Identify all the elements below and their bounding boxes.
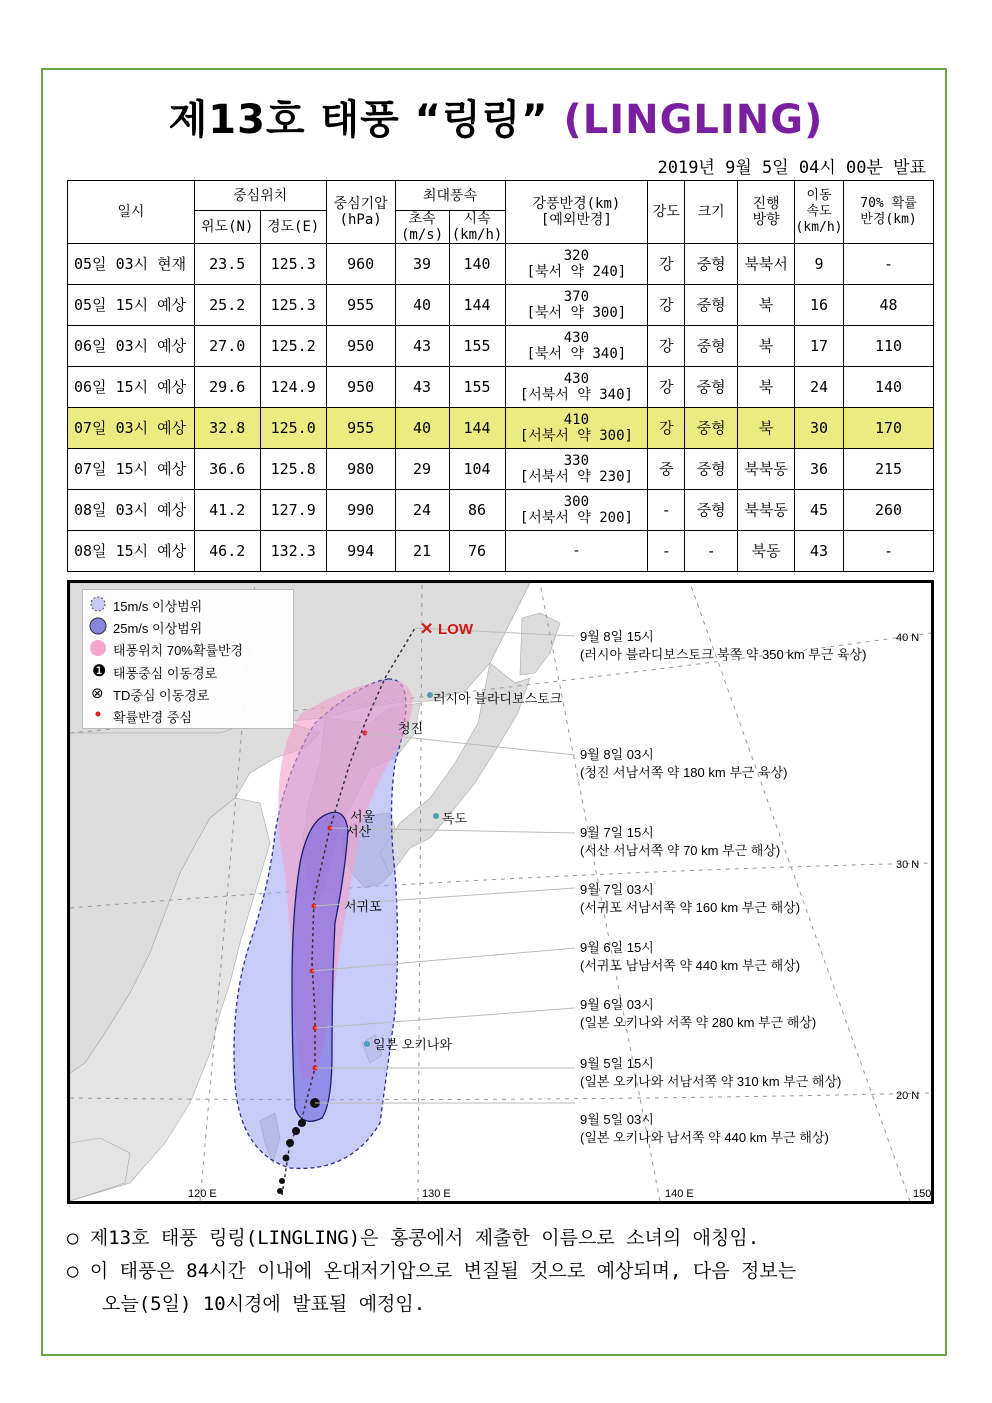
cell-time: 06일 03시 예상 (68, 326, 195, 367)
cell-wind-kmh: 144 (449, 285, 505, 326)
annotation-time: 9월 6일 03시 (580, 997, 654, 1012)
cell-direction: 북북서 (738, 244, 795, 285)
cell-speed: 30 (795, 408, 844, 449)
cell-speed: 36 (795, 449, 844, 490)
radius-value: 330 (563, 453, 590, 469)
lon-label-130: 130 E (422, 1188, 451, 1200)
cell-direction: 북 (738, 367, 795, 408)
cell-wind-kmh: 140 (449, 244, 505, 285)
cell-size: 중형 (685, 449, 738, 490)
annotation-time: 9월 8일 03시 (580, 747, 654, 762)
cell-wind-ms: 43 (395, 326, 449, 367)
radius-value: - (572, 543, 581, 559)
annotation-time: 9월 5일 15시 (580, 1056, 654, 1071)
cell-direction: 북 (738, 408, 795, 449)
cell-speed: 43 (795, 531, 844, 572)
cell-radius (505, 531, 648, 572)
title-korean: 제13호 태풍 “링링” (168, 97, 549, 143)
cell-lat: 27.0 (194, 326, 260, 367)
cell-wind-kmh: 76 (449, 531, 505, 572)
annotation-detail: (서귀포 남남서쪽 약 440 km 부근 해상) (580, 958, 801, 973)
legend-center-icon (96, 712, 101, 717)
cell-intensity: 강 (648, 244, 685, 285)
cell-lat: 29.6 (194, 367, 260, 408)
table-row (68, 326, 934, 367)
cell-wind-kmh: 144 (449, 408, 505, 449)
cell-time: 07일 15시 예상 (68, 449, 195, 490)
cell-pressure: 955 (326, 408, 395, 449)
annotation-time: 9월 8일 15시 (580, 629, 654, 644)
cell-lon: 125.8 (260, 449, 326, 490)
annotation-detail: (일본 오키나와 서쪽 약 280 km 부근 해상) (580, 1015, 817, 1030)
radius-exception: [북서 약 240] (526, 264, 627, 280)
cell-lon: 127.9 (260, 490, 326, 531)
table-row (68, 285, 934, 326)
cell-intensity: - (648, 490, 685, 531)
place-dokdo: 독도 (442, 811, 468, 826)
header-speed: 이동 속도 (km/h) (795, 181, 844, 244)
legend-td-track: TD중심 이동경로 (113, 688, 210, 703)
cell-lat: 36.6 (194, 449, 260, 490)
header-size: 크기 (685, 181, 738, 244)
cell-direction: 북동 (738, 531, 795, 572)
cell-radius (505, 285, 648, 326)
cell-wind-ms: 40 (395, 408, 449, 449)
cell-lat: 32.8 (194, 408, 260, 449)
table-row (68, 531, 934, 572)
annotation-detail: (러시아 블라디보스토크 북쪽 약 350 km 부근 육상) (580, 647, 867, 662)
place-vladivostok: 러시아 블라디보스토크 (433, 691, 563, 706)
cell-time: 08일 15시 예상 (68, 531, 195, 572)
header-time: 일시 (68, 181, 195, 244)
header-kmh: 시속 (km/h) (449, 211, 505, 244)
cell-time: 08일 03시 예상 (68, 490, 195, 531)
radius-exception: [서북서 약 200] (519, 510, 633, 526)
radius-exception: [북서 약 300] (526, 305, 627, 321)
radius-exception: [서북서 약 230] (519, 469, 633, 485)
place-seogwipo: 서귀포 (344, 899, 382, 914)
cell-pressure: 950 (326, 367, 395, 408)
cell-speed: 16 (795, 285, 844, 326)
low-marker-icon: ✕ (420, 621, 434, 638)
radius-value: 410 (563, 412, 590, 428)
cell-prob: 48 (844, 285, 934, 326)
lon-label-150: 150 (913, 1188, 931, 1200)
cell-pressure: 950 (326, 326, 395, 367)
cell-prob: 110 (844, 326, 934, 367)
cell-radius (505, 490, 648, 531)
cell-speed: 45 (795, 490, 844, 531)
radius-value: 320 (563, 248, 590, 264)
cell-pressure: 990 (326, 490, 395, 531)
cell-radius (505, 408, 648, 449)
cell-size: 중형 (685, 326, 738, 367)
annotation-time: 9월 7일 15시 (580, 825, 654, 840)
cell-size: 중형 (685, 408, 738, 449)
annotation-time: 9월 5일 03시 (580, 1112, 654, 1127)
cell-prob: 260 (844, 490, 934, 531)
legend-td-icon: ⊗ (91, 684, 104, 702)
cell-size: 중형 (685, 367, 738, 408)
cell-radius (505, 326, 648, 367)
cell-lat: 25.2 (194, 285, 260, 326)
radius-value: 430 (563, 330, 590, 346)
typhoon-track-map (67, 580, 934, 1204)
cell-wind-ms: 29 (395, 449, 449, 490)
legend-prob-icon (90, 640, 106, 656)
lon-label-140: 140 E (665, 1188, 694, 1200)
table-row (68, 367, 934, 408)
cell-intensity: - (648, 531, 685, 572)
cell-size: 중형 (685, 490, 738, 531)
cell-lon: 125.3 (260, 244, 326, 285)
legend-15ms: 15m/s 이상범위 (113, 599, 203, 614)
annotation-detail: (일본 오키나와 남서쪽 약 440 km 부근 해상) (580, 1130, 829, 1145)
radius-exception: [서북서 약 300] (519, 428, 633, 444)
cell-radius (505, 367, 648, 408)
cell-pressure: 994 (326, 531, 395, 572)
lat-label-30: 30 N (896, 859, 920, 871)
title-english: (LINGLING) (563, 97, 824, 143)
lat-label-40: 40 N (896, 632, 920, 644)
header-pressure: 중심기압 (hPa) (326, 181, 395, 244)
forecast-table (67, 180, 934, 572)
legend-25ms: 25m/s 이상범위 (113, 621, 203, 636)
page-title (0, 88, 992, 145)
place-seosan: 서산 (346, 824, 372, 839)
cell-pressure: 955 (326, 285, 395, 326)
issued-time: 2019년 9월 5일 04시 00분 발표 (657, 158, 926, 178)
cell-lat: 41.2 (194, 490, 260, 531)
annotation-time: 9월 6일 15시 (580, 940, 654, 955)
annotation-detail: (청진 서남서쪽 약 180 km 부근 육상) (580, 765, 788, 780)
map-legend (82, 589, 294, 729)
legend-typhoon-track: 태풍중심 이동경로 (113, 666, 218, 681)
cell-size: 중형 (685, 285, 738, 326)
place-seoul: 서울 (350, 809, 376, 824)
lon-label-120: 120 E (188, 1188, 217, 1200)
cell-speed: 24 (795, 367, 844, 408)
cell-pressure: 980 (326, 449, 395, 490)
cell-lon: 125.0 (260, 408, 326, 449)
cell-speed: 9 (795, 244, 844, 285)
legend-probability: 태풍위치 70%확률반경 (113, 643, 244, 658)
cell-prob: 215 (844, 449, 934, 490)
note-2-continued: 오늘(5일) 10시경에 발표될 예정임. (102, 1293, 426, 1315)
cell-wind-ms: 21 (395, 531, 449, 572)
cell-intensity: 중 (648, 449, 685, 490)
cell-wind-ms: 24 (395, 490, 449, 531)
table-row (68, 408, 934, 449)
header-ms: 초속 (m/s) (395, 211, 449, 244)
cell-size: 중형 (685, 244, 738, 285)
cell-wind-ms: 39 (395, 244, 449, 285)
table-row (68, 490, 934, 531)
cell-direction: 북북동 (738, 490, 795, 531)
lat-label-20: 20 N (896, 1090, 920, 1102)
header-intensity: 강도 (648, 181, 685, 244)
header-prob: 70% 확률 반경(km) (844, 181, 934, 244)
cell-size: - (685, 531, 738, 572)
cell-prob: - (844, 244, 934, 285)
cell-intensity: 강 (648, 326, 685, 367)
notes (67, 1222, 927, 1321)
cell-wind-ms: 40 (395, 285, 449, 326)
cell-time: 05일 15시 예상 (68, 285, 195, 326)
legend-typhoon-icon: ❶ (92, 661, 107, 680)
note-2: ○ 이 태풍은 84시간 이내에 온대저기압으로 변질될 것으로 예상되며, 다음 정보는 (67, 1260, 797, 1282)
cell-pressure: 960 (326, 244, 395, 285)
table-row (68, 244, 934, 285)
header-direction: 진행 방향 (738, 181, 795, 244)
cell-prob: - (844, 531, 934, 572)
cell-speed: 17 (795, 326, 844, 367)
cell-radius (505, 449, 648, 490)
radius-exception: [북서 약 340] (526, 346, 627, 362)
header-lon: 경도(E) (260, 211, 326, 244)
low-label: LOW (438, 621, 473, 638)
cell-intensity: 강 (648, 408, 685, 449)
legend-symbols (85, 590, 111, 728)
cell-direction: 북북동 (738, 449, 795, 490)
header-lat: 위도(N) (194, 211, 260, 244)
cell-lon: 132.3 (260, 531, 326, 572)
legend-15ms-icon (91, 597, 105, 611)
cell-wind-ms: 43 (395, 367, 449, 408)
cell-time: 05일 03시 현재 (68, 244, 195, 285)
cell-lon: 125.3 (260, 285, 326, 326)
cell-wind-kmh: 155 (449, 326, 505, 367)
cell-wind-kmh: 155 (449, 367, 505, 408)
place-okinawa: 일본 오키나와 (373, 1037, 452, 1052)
radius-exception: [서북서 약 340] (519, 387, 633, 403)
annotation-detail: (서산 서남서쪽 약 70 km 부근 해상) (580, 843, 781, 858)
place-chongjin: 청진 (398, 721, 424, 736)
radius-value: 370 (563, 289, 590, 305)
cell-prob: 170 (844, 408, 934, 449)
cell-direction: 북 (738, 285, 795, 326)
header-maxwind: 최대풍속 (395, 181, 505, 211)
cell-intensity: 강 (648, 367, 685, 408)
cell-direction: 북 (738, 326, 795, 367)
table-row (68, 449, 934, 490)
legend-prob-center: 확률반경 중심 (113, 710, 192, 725)
cell-lat: 23.5 (194, 244, 260, 285)
cell-wind-kmh: 86 (449, 490, 505, 531)
cell-prob: 140 (844, 367, 934, 408)
legend-25ms-icon (90, 618, 106, 634)
cell-lon: 124.9 (260, 367, 326, 408)
radius-value: 300 (563, 494, 590, 510)
annotation-detail: (일본 오키나와 서남서쪽 약 310 km 부근 해상) (580, 1074, 842, 1089)
cell-time: 07일 03시 예상 (68, 408, 195, 449)
header-radius: 강풍반경(km) [예외반경] (505, 181, 648, 244)
radius-value: 430 (563, 371, 590, 387)
note-1: ○ 제13호 태풍 링링(LINGLING)은 홍콩에서 제출한 이름으로 소녀의 애칭임. (67, 1227, 760, 1249)
cell-intensity: 강 (648, 285, 685, 326)
cell-lat: 46.2 (194, 531, 260, 572)
annotation-detail: (서귀포 서남서쪽 약 160 km 부근 해상) (580, 900, 801, 915)
cell-lon: 125.2 (260, 326, 326, 367)
annotation-time: 9월 7일 03시 (580, 882, 654, 897)
cell-wind-kmh: 104 (449, 449, 505, 490)
header-center: 중심위치 (194, 181, 326, 211)
cell-radius (505, 244, 648, 285)
cell-time: 06일 15시 예상 (68, 367, 195, 408)
